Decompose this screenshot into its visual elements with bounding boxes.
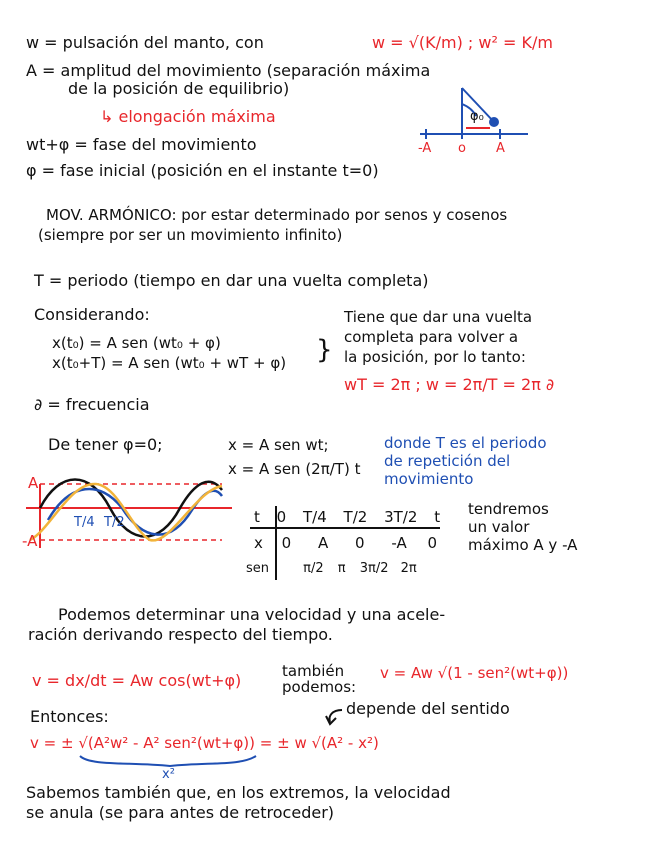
podemos-line2: ración derivando respecto del tiempo. — [28, 625, 333, 644]
t-col3: T/2 — [343, 508, 368, 526]
note-vuelta: Tiene que dar una vuelta — [344, 308, 533, 326]
sabemos-line2: se anula (se para antes de retroceder) — [26, 803, 335, 822]
mov-armonico-line2: (siempre por ser un movimiento infinito) — [38, 226, 343, 244]
depende-note: depende del sentido — [346, 699, 510, 718]
x-col1: 0 — [281, 534, 292, 552]
graph-minus-a: -A — [22, 532, 38, 550]
un-valor-line: un valor — [468, 518, 530, 536]
periodo-text: T = periodo (tiempo en dar una vuelta completa) — [34, 271, 429, 290]
sen-col5: 2π — [400, 561, 417, 576]
graph-t2: T/2 — [104, 515, 125, 530]
mov-armonico-line: MOV. ARMÓNICO: por estar determinado por senos y cosenos — [46, 206, 508, 224]
t-col1: 0 — [276, 508, 287, 526]
t-col5: t — [434, 508, 441, 526]
x-asen-wt: x = A sen wt; — [228, 436, 329, 454]
diagram-plus-a: A — [496, 141, 505, 156]
def-w-text: w = pulsación del manto, con — [26, 33, 264, 52]
t-col2: T/4 — [303, 508, 327, 526]
brace: } — [316, 335, 333, 365]
graph-t4: T/4 — [74, 515, 95, 530]
def-a-line2: de la posición de equilibrio) — [68, 79, 290, 98]
sen-col3: π — [337, 561, 346, 576]
graph-a: A — [28, 474, 39, 492]
note-completa: completa para volver a — [344, 328, 519, 346]
eq-velocity-alt: v = Aw √(1 - sen²(wt+φ)) — [380, 664, 569, 682]
eq-velocity-final: v = ± √(A²w² - A² sen²(wt+φ)) = ± w √(A² - x²) — [30, 734, 379, 752]
phi0-label: φ₀ — [470, 109, 484, 124]
maximo-line: máximo A y -A — [468, 536, 578, 554]
def-fase-inicial-line: φ = fase inicial (posición en el instante t=0) — [26, 161, 379, 180]
sabemos-line1: Sabemos también que, en los extremos, la velocidad — [26, 783, 451, 802]
x-col5: 0 — [427, 534, 438, 552]
x-col4: -A — [391, 534, 407, 552]
donde-line1: donde T es el periodo — [384, 434, 547, 452]
frecuencia-line: ∂ = frecuencia — [34, 395, 150, 414]
eq-xt0T: x(t₀+T) = A sen (wt₀ + wT + φ) — [52, 354, 287, 372]
def-a-line: A = amplitud del movimiento (separación máxima — [26, 61, 431, 80]
diagram-zero: o — [458, 141, 466, 156]
elongation-note: ↳ elongación máxima — [100, 107, 276, 126]
donde-line3: movimiento — [384, 470, 474, 488]
donde-line2: de repetición del — [384, 452, 511, 470]
eq-wT: wT = 2π ; w = 2π/T = 2π ∂ — [344, 375, 555, 394]
tambien-label: también — [282, 662, 345, 680]
def-w-formula: w = √(K/m) ; w² = K/m — [372, 33, 553, 52]
podemos-label: podemos: — [282, 678, 357, 696]
considerando-label: Considerando: — [34, 305, 150, 324]
note-posicion: la posición, por lo tanto: — [344, 348, 526, 366]
x-col3: 0 — [355, 534, 365, 552]
sen-col2: π/2 — [303, 561, 324, 576]
sen-col0: sen — [246, 561, 270, 576]
tendremos-line: tendremos — [468, 500, 549, 518]
diagram-minus-a: -A — [418, 141, 432, 156]
eq-velocity: v = dx/dt = Aw cos(wt+φ) — [32, 671, 242, 690]
def-fase-line: wt+φ = fase del movimiento — [26, 135, 257, 154]
entonces-label: Entonces: — [30, 707, 109, 726]
de-tener-line: De tener φ=0; — [48, 435, 163, 454]
sen-col4: 3π/2 — [359, 561, 389, 576]
x-col0: x — [254, 534, 263, 552]
eq-xt0: x(t₀) = A sen (wt₀ + φ) — [52, 334, 221, 352]
x-col2: A — [318, 534, 329, 552]
podemos-line1: Podemos determinar una velocidad y una acele- — [58, 605, 446, 624]
t-col0: t — [254, 508, 260, 526]
x-asen-2pi: x = A sen (2π/T) t — [228, 460, 361, 478]
x2-label: x² — [162, 767, 175, 782]
t-col4: 3T/2 — [384, 508, 418, 526]
